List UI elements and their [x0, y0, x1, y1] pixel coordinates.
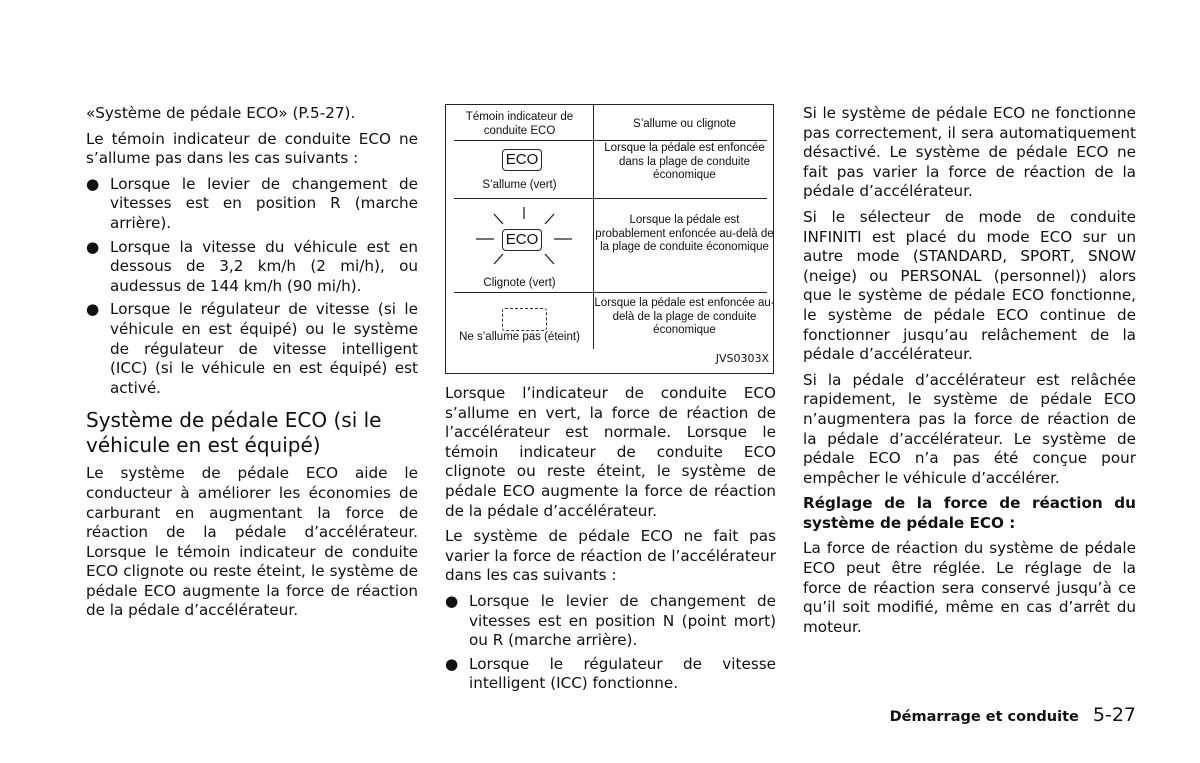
row-description: Lorsque la pédale est enfoncée au-delà de la plage de conduite économique	[594, 297, 775, 336]
table-divider	[454, 292, 767, 293]
bullet-icon: ●	[86, 300, 100, 319]
paragraph-mode-selector: Si le sélecteur de mode de conduite INFINITI est placé du mode ECO sur un autre mode (STANDARD, SPORT, SNOW (neige) ou PERSONAL (personnel)) alors que le système de pédale ECO fonctionne, le système de pédale ECO continue de fonctionner jusqu’au relâchement de la pédale d’accélérateur.	[803, 207, 1136, 364]
page-footer	[890, 704, 1136, 726]
paragraph-eco-system: Le système de pédale ECO aide le conducteur à améliorer les économies de carburant en augmentant la force de réaction de la pédale d’accélérateur. Lorsque le témoin indicateur de conduite ECO clignote ou reste éteint, le système de pédale ECO augmente la force de réaction de la pédale d’accélérateur.	[86, 464, 418, 620]
list-item: ● Lorsque le régulateur de vitesse intelligent (ICC) fonctionne.	[445, 654, 776, 693]
figure-code: JVS0303X	[715, 352, 769, 366]
paragraph-adjustment: La force de réaction du système de pédale ECO peut être réglée. Le réglage de la force de réaction sera conservé jusqu’à ce qu’il soit modifié, même en cas d’arrêt du moteur.	[803, 539, 1136, 636]
section-heading: Système de pédale ECO (si le véhicule en est équipé)	[86, 408, 382, 458]
paragraph-intro: Le témoin indicateur de conduite ECO ne s’allume pas dans les cas suivants :	[86, 129, 418, 168]
footer-section: Démarrage et conduite	[889, 709, 1079, 725]
paragraph-reference: «Système de pédale ECO» (P.5-27).	[86, 104, 356, 122]
bullet-icon: ●	[445, 654, 459, 673]
subheading-adjustment: Réglage de la force de réaction du système de pédale ECO :	[803, 494, 1136, 532]
bullet-icon: ●	[86, 237, 100, 256]
table-divider	[454, 140, 767, 141]
eco-indicator-blinking-icon: ECO	[502, 229, 542, 251]
eco-indicator-lit-icon: ECO	[502, 149, 542, 171]
paragraph-indicator: Lorsque l’indicateur de conduite ECO s’allume en vert, la force de réaction de l’accélérateur est normale. Lorsque le témoin indicateur de conduite ECO clignote ou reste éteint, le système de pédale ECO augmente la force de réaction de la pédale d’accélérateur.	[445, 384, 776, 520]
header-indicator: Témoin indicateur de conduite ECO	[465, 111, 574, 137]
page-number: 5-27	[1092, 704, 1136, 726]
list-item: ● Lorsque la vitesse du véhicule est en dessous de 3,2 km/h (2 mi/h), ou audessus de 144 km/h (90 mi/h).	[86, 237, 418, 295]
paragraph-release: Si la pédale d’accélérateur est relâchée rapidement, le système de pédale ECO n’augmentera pas la force de réaction de la pédale d’accélérateur. Le système de pédale ECO n’a pas été conçue pour empêcher le véhicule d’accélérer.	[803, 370, 1136, 487]
header-state: S’allume ou clignote	[633, 118, 736, 130]
paragraph-malfunction: Si le système de pédale ECO ne fonctionne pas correctement, il sera automatiquement désactivé. Le système de pédale ECO ne fait pas varier la force de réaction de la pédale d’accélérateur.	[803, 104, 1136, 201]
eco-indicator-figure	[445, 104, 774, 374]
row-status: S’allume (vert)	[482, 179, 557, 191]
list-item: ● Lorsque le levier de changement de vitesses est en position R (marche arrière).	[86, 174, 418, 232]
column-left	[86, 104, 418, 627]
row-status: Ne s’allume pas (éteint)	[459, 331, 580, 343]
row-description: Lorsque la pédale est enfoncée dans la plage de conduite économique	[604, 142, 765, 181]
bullet-list-1	[86, 175, 418, 399]
bullet-list-2	[445, 592, 776, 694]
eco-indicator-off-icon	[502, 308, 547, 331]
column-middle	[445, 104, 776, 700]
row-description: Lorsque la pédale est probablement enfoncée au-delà de la plage de conduite économique	[595, 214, 774, 253]
column-right	[803, 104, 1136, 643]
paragraph-cases: Le système de pédale ECO ne fait pas varier la force de réaction de l’accélérateur dans les cas suivants :	[445, 527, 776, 585]
bullet-icon: ●	[86, 174, 100, 193]
list-item: ● Lorsque le régulateur de vitesse (si le véhicule en est équipé) ou le système de régulateur de vitesse intelligent (ICC) (si le véhicule en est équipé) est activé.	[86, 300, 418, 397]
bullet-icon: ●	[445, 591, 459, 610]
row-status: Clignote (vert)	[483, 277, 556, 289]
list-item: ● Lorsque le levier de changement de vitesses est en position N (point mort) ou R (marche arrière).	[445, 591, 776, 650]
table-divider	[454, 198, 767, 199]
